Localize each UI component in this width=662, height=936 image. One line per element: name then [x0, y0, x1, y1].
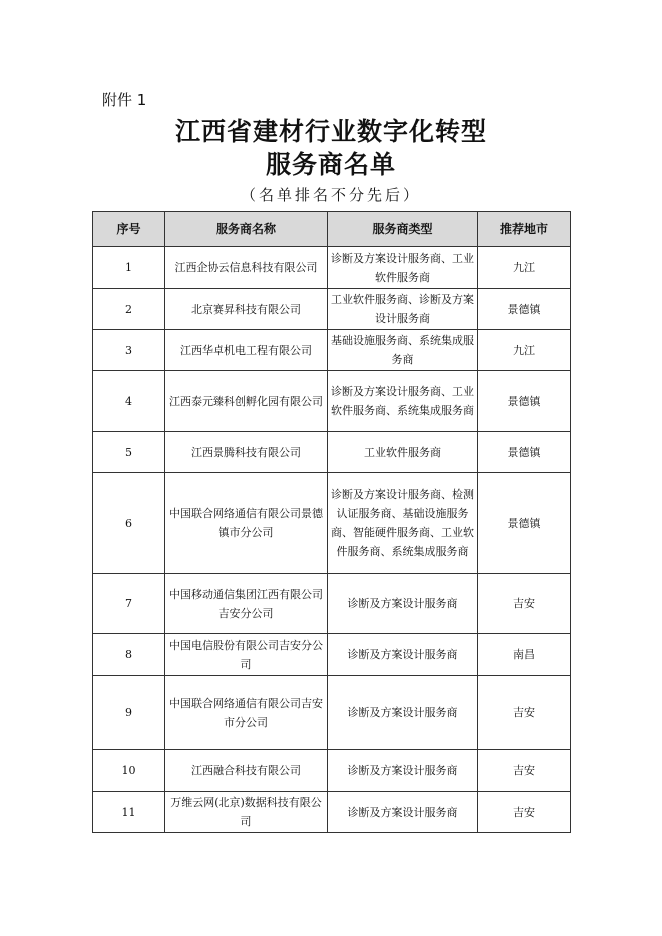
- service-provider-table: [92, 211, 571, 833]
- cell-name: 中国移动通信集团江西有限公司吉安分公司: [165, 574, 328, 634]
- cell-name: 中国电信股份有限公司吉安分公司: [165, 634, 328, 676]
- cell-type: 诊断及方案设计服务商、工业软件服务商: [328, 247, 478, 289]
- cell-type: 工业软件服务商、诊断及方案设计服务商: [328, 289, 478, 330]
- table-row: [93, 792, 571, 833]
- cell-name: 万维云网(北京)数据科技有限公司: [165, 792, 328, 833]
- document-title-line2: 服务商名单: [265, 150, 396, 179]
- cell-city: 九江: [478, 330, 571, 371]
- document-title-line1: 江西省建材行业数字化转型: [174, 117, 487, 146]
- table-row: [93, 330, 571, 371]
- cell-no: 9: [93, 676, 165, 750]
- cell-type: 诊断及方案设计服务商: [328, 574, 478, 634]
- cell-city: 景德镇: [478, 473, 571, 574]
- cell-city: 景德镇: [478, 432, 571, 473]
- cell-name: 江西企协云信息科技有限公司: [165, 247, 328, 289]
- cell-no: 10: [93, 750, 165, 792]
- table-row: [93, 634, 571, 676]
- cell-name: 江西景腾科技有限公司: [165, 432, 328, 473]
- table-row: [93, 247, 571, 289]
- cell-city: 吉安: [478, 676, 571, 750]
- header-no: 序号: [93, 212, 165, 247]
- cell-type: 基础设施服务商、系统集成服务商: [328, 330, 478, 371]
- table-row: [93, 432, 571, 473]
- table-row: [93, 750, 571, 792]
- header-name: 服务商名称: [165, 212, 328, 247]
- header-type: 服务商类型: [328, 212, 478, 247]
- cell-no: 2: [93, 289, 165, 330]
- cell-city: 吉安: [478, 750, 571, 792]
- cell-city: 吉安: [478, 574, 571, 634]
- table-row: [93, 676, 571, 750]
- cell-no: 11: [93, 792, 165, 833]
- cell-city: 景德镇: [478, 289, 571, 330]
- document-subtitle: （名单排名不分先后）: [240, 186, 421, 204]
- cell-no: 1: [93, 247, 165, 289]
- cell-type: 诊断及方案设计服务商、工业软件服务商、系统集成服务商: [328, 371, 478, 432]
- cell-type: 诊断及方案设计服务商: [328, 792, 478, 833]
- cell-name: 江西泰元臻科创孵化园有限公司: [165, 371, 328, 432]
- attachment-label: 附件 1: [102, 91, 147, 109]
- header-city: 推荐地市: [478, 212, 571, 247]
- cell-no: 7: [93, 574, 165, 634]
- cell-city: 南昌: [478, 634, 571, 676]
- cell-name: 中国联合网络通信有限公司景德镇市分公司: [165, 473, 328, 574]
- cell-name: 北京赛昇科技有限公司: [165, 289, 328, 330]
- cell-no: 4: [93, 371, 165, 432]
- cell-no: 8: [93, 634, 165, 676]
- cell-type: 诊断及方案设计服务商、检测认证服务商、基础设施服务商、智能硬件服务商、工业软件服务商、系统集成服务商: [328, 473, 478, 574]
- cell-city: 九江: [478, 247, 571, 289]
- cell-type: 诊断及方案设计服务商: [328, 750, 478, 792]
- cell-name: 江西华卓机电工程有限公司: [165, 330, 328, 371]
- cell-city: 吉安: [478, 792, 571, 833]
- cell-type: 诊断及方案设计服务商: [328, 634, 478, 676]
- cell-no: 5: [93, 432, 165, 473]
- table-row: [93, 371, 571, 432]
- cell-no: 6: [93, 473, 165, 574]
- cell-city: 景德镇: [478, 371, 571, 432]
- cell-name: 江西融合科技有限公司: [165, 750, 328, 792]
- table-row: [93, 574, 571, 634]
- table-row: [93, 289, 571, 330]
- cell-type: 工业软件服务商: [328, 432, 478, 473]
- table-header-row: [93, 212, 571, 247]
- table-row: [93, 473, 571, 574]
- cell-name: 中国联合网络通信有限公司吉安市分公司: [165, 676, 328, 750]
- cell-no: 3: [93, 330, 165, 371]
- cell-type: 诊断及方案设计服务商: [328, 676, 478, 750]
